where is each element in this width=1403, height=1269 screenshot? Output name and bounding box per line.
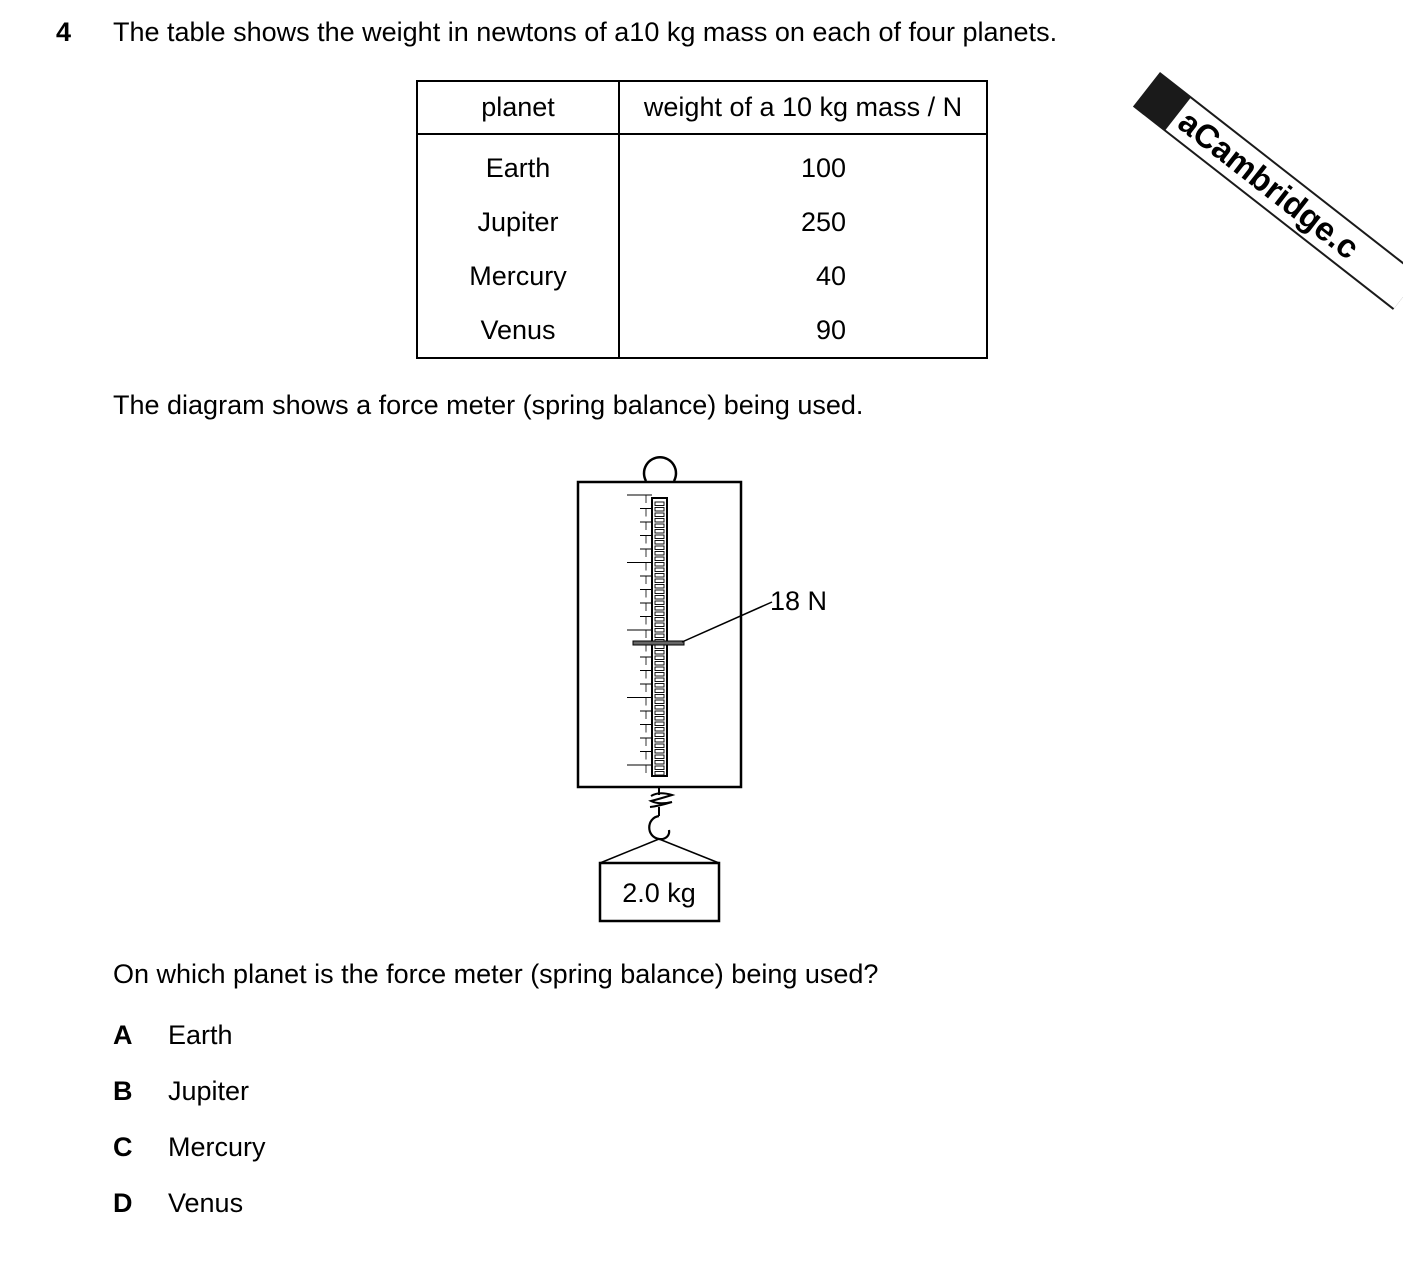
option-letter: C [113,1132,133,1162]
table-row [417,134,987,195]
option-letter: A [113,1020,133,1050]
planet-weight-table [416,80,988,359]
watermark-banner [1133,72,1403,310]
string-left [600,839,659,863]
mass-label: 2.0 kg [622,878,696,908]
option-letter: D [113,1188,133,1218]
column-header-weight: weight of a 10 kg mass / N [619,81,987,134]
option-a[interactable] [113,1017,233,1053]
string-right [659,839,719,863]
planet-cell: Mercury [417,249,619,303]
option-text: Mercury [168,1132,266,1162]
planet-cell: Earth [417,134,619,195]
table-row [417,249,987,303]
option-letter: B [113,1076,133,1106]
planet-cell: Venus [417,303,619,358]
option-text: Earth [168,1020,233,1050]
column-header-planet: planet [417,81,619,134]
scale-column [652,498,667,776]
pointer [633,641,684,645]
question-prompt: On which planet is the force meter (spring balance) being used? [113,959,879,989]
table-header-row [417,81,987,134]
watermark-text: aCambridge.c [1166,98,1403,310]
force-meter-diagram [560,450,880,930]
option-d[interactable] [113,1185,243,1221]
weight-cell: 90 [619,303,987,358]
diagram-intro: The diagram shows a force meter (spring balance) being used. [113,390,864,420]
weight-cell: 250 [619,195,987,249]
top-ring-icon [644,457,676,481]
table-row [417,195,987,249]
option-text: Venus [168,1188,244,1218]
option-c[interactable] [113,1129,266,1165]
question-number: 4 [56,17,72,47]
planet-cell: Jupiter [417,195,619,249]
weight-cell: 40 [619,249,987,303]
option-text: Jupiter [168,1076,250,1106]
spring-coil-icon [650,793,672,807]
weight-cell: 100 [619,134,987,195]
table-row [417,303,987,358]
hook-icon [649,816,669,839]
question-intro: The table shows the weight in newtons of a10 kg mass on each of four planets. [113,17,1058,47]
reading-label: 18 N [770,586,828,616]
option-b[interactable] [113,1073,249,1109]
